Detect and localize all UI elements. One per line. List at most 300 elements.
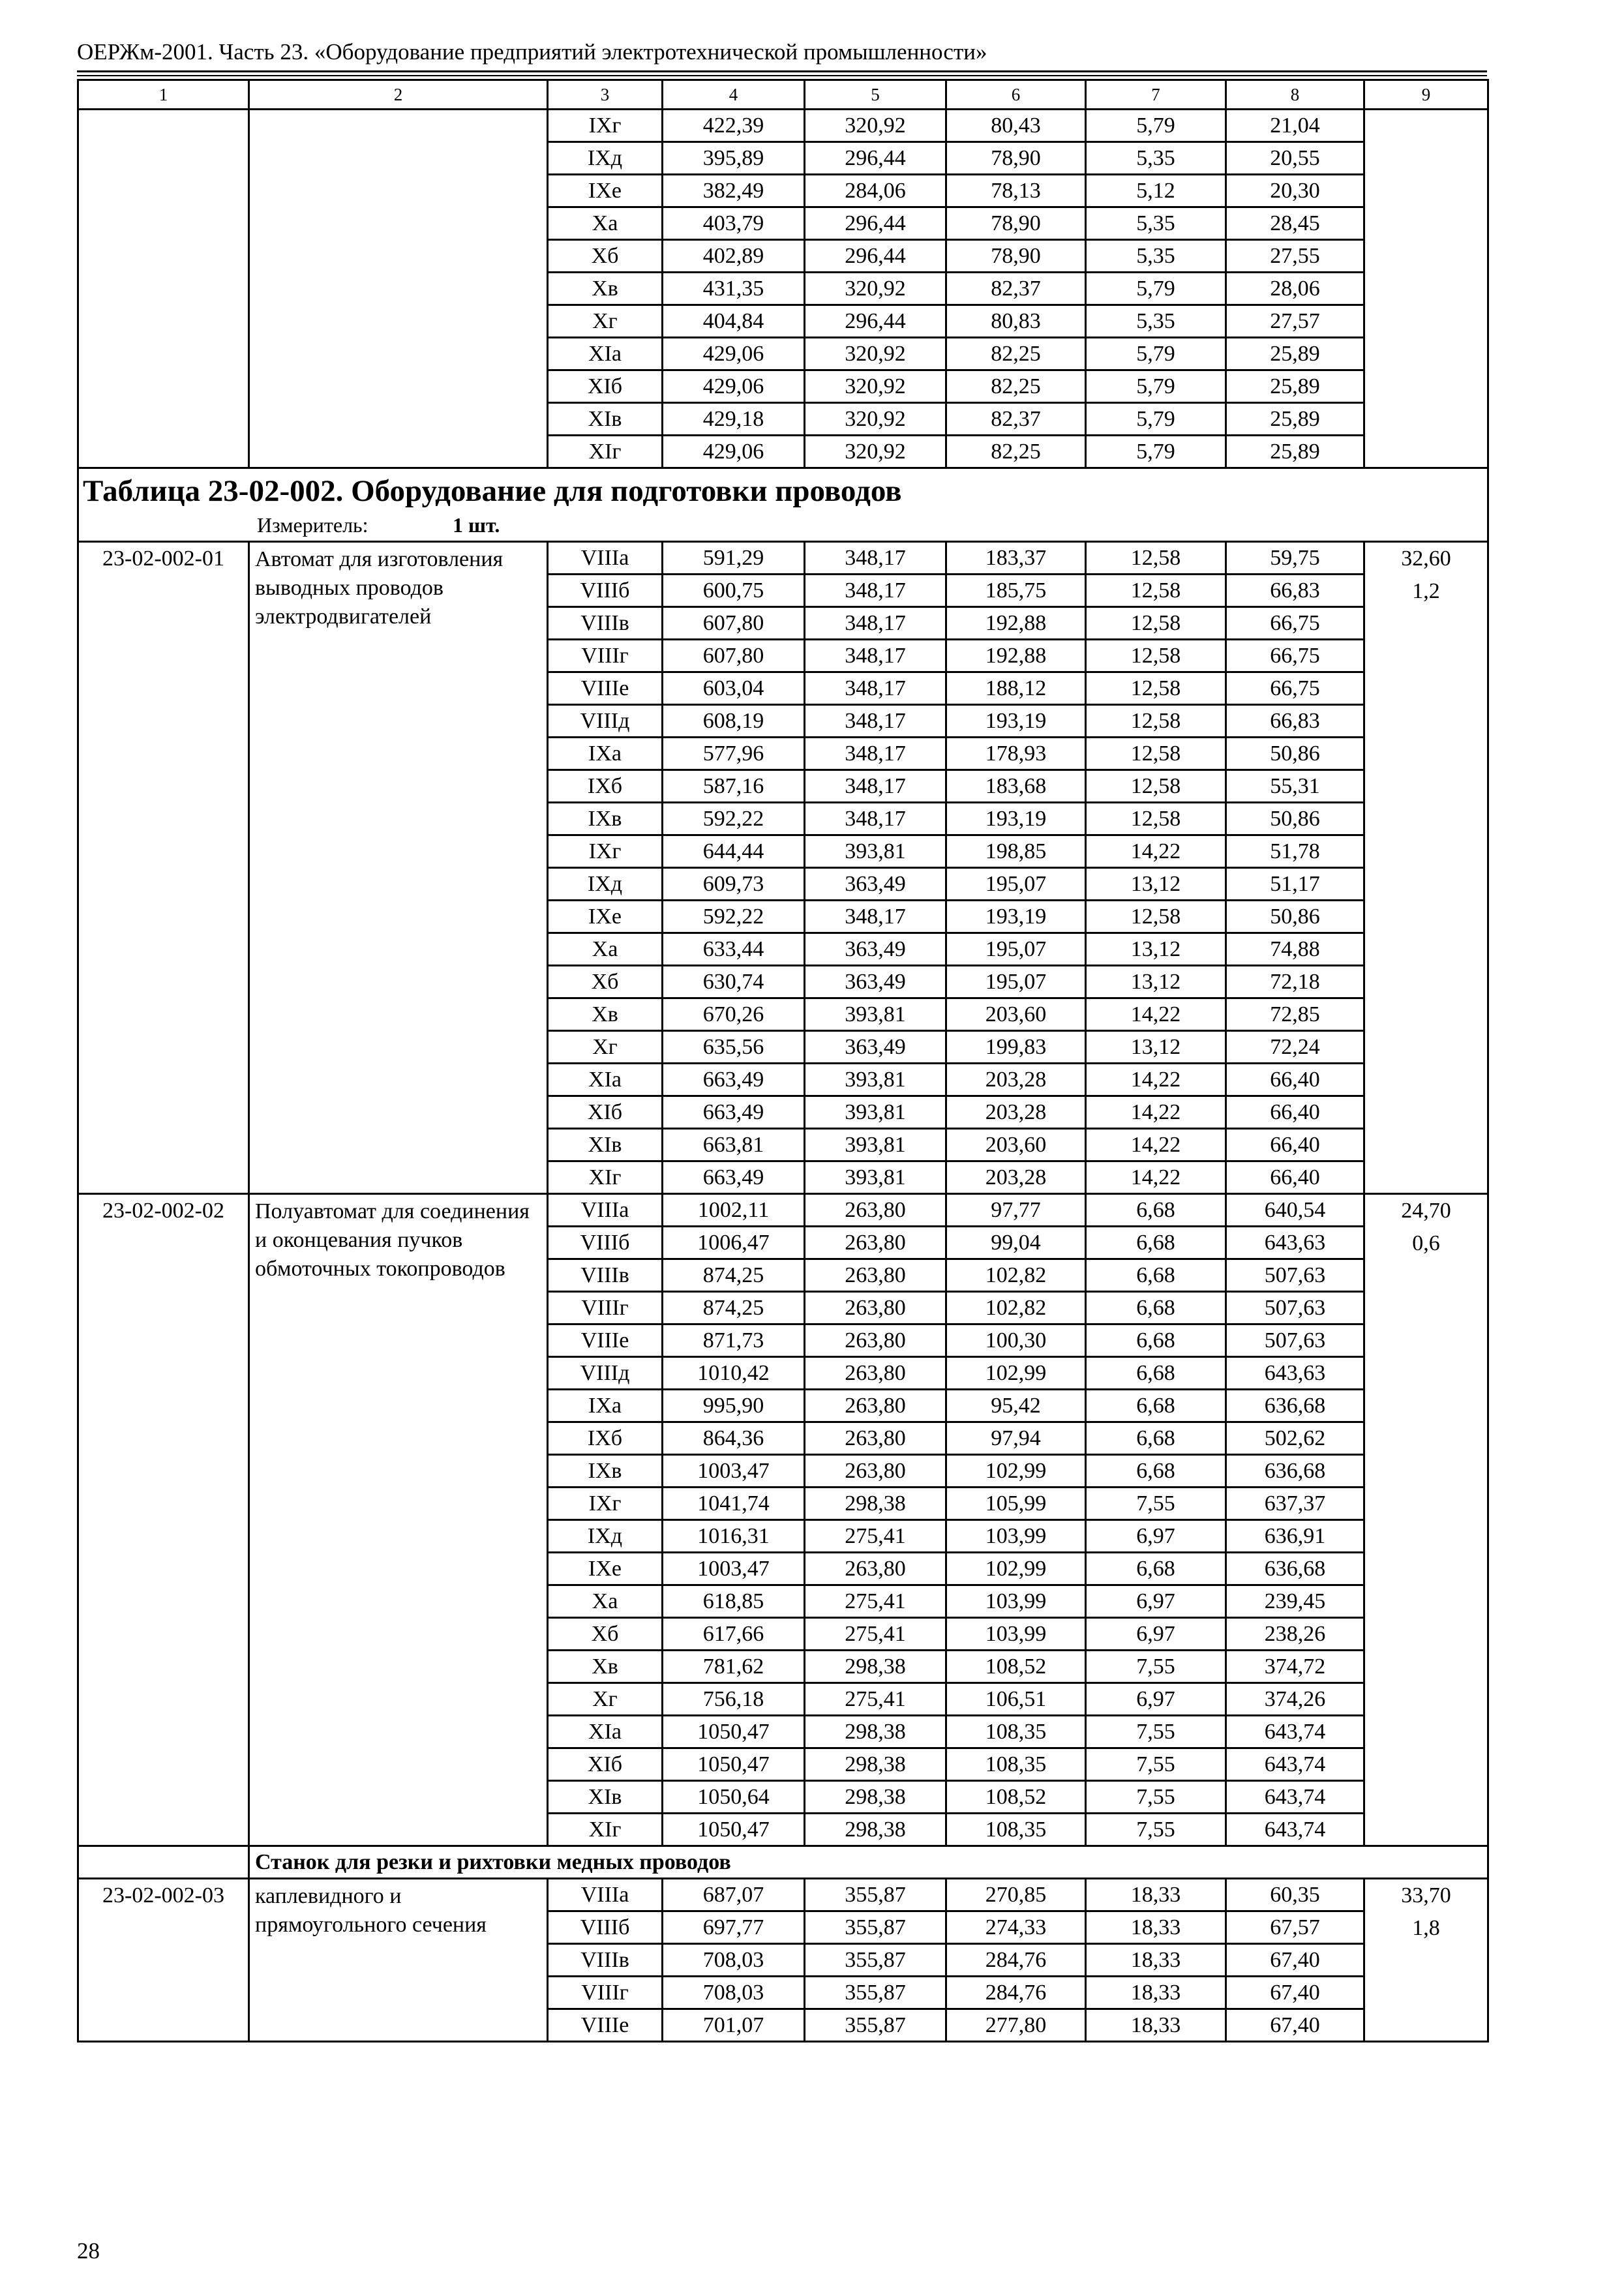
total-cost: 603,04 (663, 672, 805, 705)
machine-cost: 82,37 (946, 273, 1086, 305)
col9-value-a: 24,70 (1401, 1199, 1451, 1223)
column-number: 5 (805, 80, 946, 110)
price-zone: IXб (548, 770, 663, 803)
total-cost: 1010,42 (663, 1357, 805, 1390)
material-cost: 66,75 (1226, 607, 1364, 640)
machinist-wages: 5,79 (1086, 403, 1226, 436)
machinist-wages: 6,68 (1086, 1390, 1226, 1422)
total-cost: 617,66 (663, 1618, 805, 1651)
price-zone: IXе (548, 1553, 663, 1585)
machinist-wages: 5,79 (1086, 273, 1226, 305)
material-cost: 25,89 (1226, 403, 1364, 436)
col9-cell (1364, 1879, 1488, 2042)
total-cost: 663,49 (663, 1096, 805, 1129)
material-cost: 637,37 (1226, 1488, 1364, 1520)
wages: 320,92 (805, 273, 946, 305)
total-cost: 663,49 (663, 1161, 805, 1194)
item-code: 23-02-002-01 (78, 542, 249, 1194)
machine-cost: 199,83 (946, 1031, 1086, 1064)
machine-cost: 284,76 (946, 1977, 1086, 2009)
machinist-wages: 6,97 (1086, 1618, 1226, 1651)
material-cost: 66,75 (1226, 640, 1364, 672)
machine-cost: 95,42 (946, 1390, 1086, 1422)
wages: 363,49 (805, 1031, 946, 1064)
machine-cost: 80,43 (946, 110, 1086, 142)
machinist-wages: 5,35 (1086, 207, 1226, 240)
price-zone: IXг (548, 835, 663, 868)
machine-cost: 284,76 (946, 1944, 1086, 1977)
price-table (77, 79, 1489, 2042)
material-cost: 59,75 (1226, 542, 1364, 575)
machinist-wages: 12,58 (1086, 607, 1226, 640)
measure-value: 1 шт. (453, 513, 500, 537)
sub-heading: Станок для резки и рихтовки медных проводов (249, 1846, 1488, 1879)
material-cost: 66,83 (1226, 575, 1364, 607)
header-rule (77, 70, 1487, 72)
price-zone: VIIIе (548, 2009, 663, 2042)
wages: 320,92 (805, 370, 946, 403)
price-zone: VIIIв (548, 1944, 663, 1977)
price-zone: VIIIб (548, 1227, 663, 1259)
wages: 263,80 (805, 1390, 946, 1422)
wages: 393,81 (805, 1064, 946, 1096)
machine-cost: 103,99 (946, 1520, 1086, 1553)
machine-cost: 102,99 (946, 1357, 1086, 1390)
material-cost: 643,63 (1226, 1227, 1364, 1259)
price-zone: Xа (548, 933, 663, 966)
price-zone: Xа (548, 207, 663, 240)
total-cost: 663,49 (663, 1064, 805, 1096)
col9-value-b: 1,8 (1412, 1916, 1440, 1940)
machinist-wages: 7,55 (1086, 1814, 1226, 1846)
machine-cost: 198,85 (946, 835, 1086, 868)
material-cost: 643,63 (1226, 1357, 1364, 1390)
machinist-wages: 18,33 (1086, 1879, 1226, 1911)
machine-cost: 203,60 (946, 998, 1086, 1031)
price-zone: VIIIг (548, 640, 663, 672)
machine-cost: 102,82 (946, 1292, 1086, 1324)
material-cost: 20,55 (1226, 142, 1364, 175)
machine-cost: 106,51 (946, 1683, 1086, 1716)
material-cost: 643,74 (1226, 1781, 1364, 1814)
price-zone: VIIIд (548, 1357, 663, 1390)
machine-cost: 103,99 (946, 1585, 1086, 1618)
total-cost: 608,19 (663, 705, 805, 738)
total-cost: 609,73 (663, 868, 805, 901)
machinist-wages: 13,12 (1086, 966, 1226, 998)
wages: 263,80 (805, 1324, 946, 1357)
material-cost: 60,35 (1226, 1879, 1364, 1911)
total-cost: 402,89 (663, 240, 805, 273)
total-cost: 382,49 (663, 175, 805, 207)
price-zone: IXг (548, 110, 663, 142)
machine-cost: 183,68 (946, 770, 1086, 803)
machinist-wages: 12,58 (1086, 770, 1226, 803)
column-number: 2 (249, 80, 548, 110)
table-title: Таблица 23-02-002. Оборудование для подготовки проводов (83, 474, 902, 508)
material-cost: 66,40 (1226, 1129, 1364, 1161)
price-zone: IXв (548, 1455, 663, 1488)
price-zone: Xг (548, 1031, 663, 1064)
machinist-wages: 5,35 (1086, 240, 1226, 273)
material-cost: 66,75 (1226, 672, 1364, 705)
total-cost: 1050,47 (663, 1748, 805, 1781)
wages: 275,41 (805, 1683, 946, 1716)
total-cost: 644,44 (663, 835, 805, 868)
machine-cost: 78,90 (946, 142, 1086, 175)
price-zone: Xв (548, 998, 663, 1031)
column-number: 9 (1364, 80, 1488, 110)
total-cost: 687,07 (663, 1879, 805, 1911)
table-row (78, 110, 1488, 142)
wages: 393,81 (805, 835, 946, 868)
material-cost: 636,68 (1226, 1390, 1364, 1422)
item-name: каплевидного и прямоугольного сечения (249, 1879, 548, 2042)
total-cost: 635,56 (663, 1031, 805, 1064)
material-cost: 640,54 (1226, 1194, 1364, 1227)
machine-cost: 185,75 (946, 575, 1086, 607)
total-cost: 403,79 (663, 207, 805, 240)
material-cost: 643,74 (1226, 1814, 1364, 1846)
col9-value-a: 33,70 (1401, 1883, 1451, 1908)
total-cost: 756,18 (663, 1683, 805, 1716)
machinist-wages: 18,33 (1086, 1911, 1226, 1944)
machine-cost: 270,85 (946, 1879, 1086, 1911)
material-cost: 636,68 (1226, 1553, 1364, 1585)
column-number: 3 (548, 80, 663, 110)
machine-cost: 108,52 (946, 1781, 1086, 1814)
total-cost: 592,22 (663, 803, 805, 835)
machinist-wages: 6,68 (1086, 1227, 1226, 1259)
machinist-wages: 12,58 (1086, 542, 1226, 575)
wages: 348,17 (805, 705, 946, 738)
material-cost: 27,55 (1226, 240, 1364, 273)
material-cost: 50,86 (1226, 803, 1364, 835)
price-zone: IXд (548, 1520, 663, 1553)
price-zone: Xв (548, 1651, 663, 1683)
machine-cost: 78,90 (946, 240, 1086, 273)
material-cost: 67,40 (1226, 2009, 1364, 2042)
col9-value-b: 0,6 (1412, 1231, 1440, 1255)
total-cost: 1050,47 (663, 1716, 805, 1748)
wages: 355,87 (805, 2009, 946, 2042)
machine-cost: 102,99 (946, 1455, 1086, 1488)
material-cost: 507,63 (1226, 1259, 1364, 1292)
total-cost: 404,84 (663, 305, 805, 338)
wages: 298,38 (805, 1748, 946, 1781)
column-number: 7 (1086, 80, 1226, 110)
total-cost: 1041,74 (663, 1488, 805, 1520)
price-zone: VIIIг (548, 1977, 663, 2009)
col9-cell (1364, 542, 1488, 1194)
total-cost: 1003,47 (663, 1455, 805, 1488)
machinist-wages: 13,12 (1086, 933, 1226, 966)
wages: 263,80 (805, 1357, 946, 1390)
total-cost: 874,25 (663, 1259, 805, 1292)
wages: 263,80 (805, 1455, 946, 1488)
machinist-wages: 6,68 (1086, 1422, 1226, 1455)
wages: 363,49 (805, 868, 946, 901)
machine-cost: 203,28 (946, 1064, 1086, 1096)
machinist-wages: 14,22 (1086, 835, 1226, 868)
col9-value-a: 32,60 (1401, 546, 1451, 571)
wages: 263,80 (805, 1553, 946, 1585)
machinist-wages: 18,33 (1086, 1977, 1226, 2009)
machine-cost: 78,90 (946, 207, 1086, 240)
price-zone: XIв (548, 1781, 663, 1814)
machinist-wages: 14,22 (1086, 998, 1226, 1031)
machinist-wages: 7,55 (1086, 1651, 1226, 1683)
machine-cost: 195,07 (946, 868, 1086, 901)
table-title-row (78, 468, 1488, 542)
machinist-wages: 6,68 (1086, 1357, 1226, 1390)
price-zone: VIIIе (548, 1324, 663, 1357)
machine-cost: 97,94 (946, 1422, 1086, 1455)
wages: 263,80 (805, 1227, 946, 1259)
total-cost: 600,75 (663, 575, 805, 607)
machine-cost: 108,35 (946, 1716, 1086, 1748)
material-cost: 238,26 (1226, 1618, 1364, 1651)
total-cost: 1006,47 (663, 1227, 805, 1259)
machinist-wages: 7,55 (1086, 1748, 1226, 1781)
material-cost: 66,40 (1226, 1161, 1364, 1194)
price-zone: VIIIа (548, 1194, 663, 1227)
material-cost: 66,40 (1226, 1064, 1364, 1096)
machinist-wages: 12,58 (1086, 705, 1226, 738)
material-cost: 72,24 (1226, 1031, 1364, 1064)
header-rule-double (77, 75, 1487, 76)
machine-cost: 80,83 (946, 305, 1086, 338)
machine-cost: 82,25 (946, 338, 1086, 370)
material-cost: 67,57 (1226, 1911, 1364, 1944)
wages: 348,17 (805, 672, 946, 705)
total-cost: 864,36 (663, 1422, 805, 1455)
machine-cost: 192,88 (946, 640, 1086, 672)
material-cost: 507,63 (1226, 1292, 1364, 1324)
machinist-wages: 12,58 (1086, 803, 1226, 835)
table-row (78, 1879, 1488, 1911)
price-zone: IXв (548, 803, 663, 835)
total-cost: 1003,47 (663, 1553, 805, 1585)
total-cost: 429,06 (663, 338, 805, 370)
material-cost: 67,40 (1226, 1977, 1364, 2009)
wages: 263,80 (805, 1422, 946, 1455)
wages: 355,87 (805, 1944, 946, 1977)
wages: 348,17 (805, 640, 946, 672)
material-cost: 502,62 (1226, 1422, 1364, 1455)
total-cost: 1002,11 (663, 1194, 805, 1227)
total-cost: 422,39 (663, 110, 805, 142)
total-cost: 577,96 (663, 738, 805, 770)
price-zone: IXд (548, 142, 663, 175)
wages: 296,44 (805, 142, 946, 175)
machine-cost: 188,12 (946, 672, 1086, 705)
price-zone: VIIIб (548, 575, 663, 607)
machinist-wages: 6,68 (1086, 1455, 1226, 1488)
material-cost: 55,31 (1226, 770, 1364, 803)
wages: 355,87 (805, 1977, 946, 2009)
machinist-wages: 5,35 (1086, 142, 1226, 175)
column-number: 4 (663, 80, 805, 110)
machine-cost: 108,35 (946, 1814, 1086, 1846)
machine-cost: 178,93 (946, 738, 1086, 770)
material-cost: 374,72 (1226, 1651, 1364, 1683)
price-zone: VIIIг (548, 1292, 663, 1324)
wages: 298,38 (805, 1651, 946, 1683)
price-zone: XIг (548, 1161, 663, 1194)
wages: 355,87 (805, 1879, 946, 1911)
wages: 275,41 (805, 1618, 946, 1651)
total-cost: 663,81 (663, 1129, 805, 1161)
price-zone: Xб (548, 966, 663, 998)
total-cost: 591,29 (663, 542, 805, 575)
material-cost: 67,40 (1226, 1944, 1364, 1977)
material-cost: 239,45 (1226, 1585, 1364, 1618)
machine-cost: 108,35 (946, 1748, 1086, 1781)
price-zone: XIг (548, 436, 663, 468)
wages: 275,41 (805, 1585, 946, 1618)
machinist-wages: 6,68 (1086, 1292, 1226, 1324)
price-zone: VIIIа (548, 1879, 663, 1911)
machinist-wages: 14,22 (1086, 1161, 1226, 1194)
price-zone: VIIIа (548, 542, 663, 575)
machinist-wages: 5,12 (1086, 175, 1226, 207)
machinist-wages: 18,33 (1086, 2009, 1226, 2042)
material-cost: 21,04 (1226, 110, 1364, 142)
machine-cost: 102,99 (946, 1553, 1086, 1585)
wages: 393,81 (805, 1096, 946, 1129)
machinist-wages: 7,55 (1086, 1781, 1226, 1814)
item-code: 23-02-002-02 (78, 1194, 249, 1846)
total-cost: 429,06 (663, 436, 805, 468)
material-cost: 66,40 (1226, 1096, 1364, 1129)
col9-value-b: 1,2 (1412, 579, 1440, 603)
machinist-wages: 5,79 (1086, 338, 1226, 370)
material-cost: 72,85 (1226, 998, 1364, 1031)
material-cost: 20,30 (1226, 175, 1364, 207)
column-number: 6 (946, 80, 1086, 110)
machinist-wages: 6,68 (1086, 1194, 1226, 1227)
machine-cost: 193,19 (946, 803, 1086, 835)
machinist-wages: 14,22 (1086, 1064, 1226, 1096)
machinist-wages: 6,97 (1086, 1585, 1226, 1618)
total-cost: 607,80 (663, 640, 805, 672)
column-number-row (78, 80, 1488, 110)
wages: 320,92 (805, 436, 946, 468)
machine-cost: 277,80 (946, 2009, 1086, 2042)
wages: 348,17 (805, 803, 946, 835)
sub-heading-row (78, 1846, 1488, 1879)
item-code: 23-02-002-03 (78, 1879, 249, 2042)
material-cost: 643,74 (1226, 1716, 1364, 1748)
machinist-wages: 6,97 (1086, 1683, 1226, 1716)
item-name: Автомат для изготовления выводных проводов электродвигателей (249, 542, 548, 1194)
wages: 298,38 (805, 1488, 946, 1520)
price-zone: Xб (548, 240, 663, 273)
wages: 348,17 (805, 901, 946, 933)
wages: 284,06 (805, 175, 946, 207)
machinist-wages: 14,22 (1086, 1096, 1226, 1129)
wages: 348,17 (805, 542, 946, 575)
total-cost: 874,25 (663, 1292, 805, 1324)
name-cell (249, 110, 548, 468)
wages: 263,80 (805, 1259, 946, 1292)
wages: 363,49 (805, 966, 946, 998)
code-cell (78, 110, 249, 468)
material-cost: 72,18 (1226, 966, 1364, 998)
price-zone: IXг (548, 1488, 663, 1520)
material-cost: 643,74 (1226, 1748, 1364, 1781)
price-zone: VIIIе (548, 672, 663, 705)
total-cost: 633,44 (663, 933, 805, 966)
column-number: 8 (1226, 80, 1364, 110)
price-zone: XIа (548, 1064, 663, 1096)
machinist-wages: 12,58 (1086, 738, 1226, 770)
page-number: 28 (77, 2238, 100, 2264)
machine-cost: 103,99 (946, 1618, 1086, 1651)
wages: 393,81 (805, 1129, 946, 1161)
total-cost: 587,16 (663, 770, 805, 803)
price-zone: Xа (548, 1585, 663, 1618)
total-cost: 429,06 (663, 370, 805, 403)
price-zone: IXе (548, 175, 663, 207)
machinist-wages: 12,58 (1086, 575, 1226, 607)
price-zone: VIIIб (548, 1911, 663, 1944)
machine-cost: 97,77 (946, 1194, 1086, 1227)
total-cost: 429,18 (663, 403, 805, 436)
price-zone: Xг (548, 305, 663, 338)
material-cost: 50,86 (1226, 901, 1364, 933)
machinist-wages: 6,68 (1086, 1324, 1226, 1357)
machine-cost: 82,37 (946, 403, 1086, 436)
price-zone: IXе (548, 901, 663, 933)
price-zone: IXб (548, 1422, 663, 1455)
total-cost: 592,22 (663, 901, 805, 933)
wages: 320,92 (805, 338, 946, 370)
table-title-cell (78, 468, 1488, 542)
material-cost: 50,86 (1226, 738, 1364, 770)
total-cost: 670,26 (663, 998, 805, 1031)
wages: 348,17 (805, 575, 946, 607)
total-cost: 697,77 (663, 1911, 805, 1944)
wages: 355,87 (805, 1911, 946, 1944)
total-cost: 701,07 (663, 2009, 805, 2042)
wages: 298,38 (805, 1716, 946, 1748)
sub-heading-empty (78, 1846, 249, 1879)
machinist-wages: 6,68 (1086, 1553, 1226, 1585)
total-cost: 1050,64 (663, 1781, 805, 1814)
wages: 298,38 (805, 1781, 946, 1814)
machinist-wages: 13,12 (1086, 868, 1226, 901)
material-cost: 636,68 (1226, 1455, 1364, 1488)
machine-cost: 203,28 (946, 1161, 1086, 1194)
wages: 296,44 (805, 240, 946, 273)
price-zone: VIIIв (548, 1259, 663, 1292)
machinist-wages: 7,55 (1086, 1488, 1226, 1520)
total-cost: 431,35 (663, 273, 805, 305)
wages: 348,17 (805, 770, 946, 803)
price-zone: IXа (548, 738, 663, 770)
machine-cost: 183,37 (946, 542, 1086, 575)
machine-cost: 195,07 (946, 966, 1086, 998)
material-cost: 27,57 (1226, 305, 1364, 338)
machine-cost: 100,30 (946, 1324, 1086, 1357)
machinist-wages: 5,79 (1086, 110, 1226, 142)
price-zone: IXд (548, 868, 663, 901)
material-cost: 28,06 (1226, 273, 1364, 305)
price-zone: XIа (548, 338, 663, 370)
wages: 296,44 (805, 305, 946, 338)
